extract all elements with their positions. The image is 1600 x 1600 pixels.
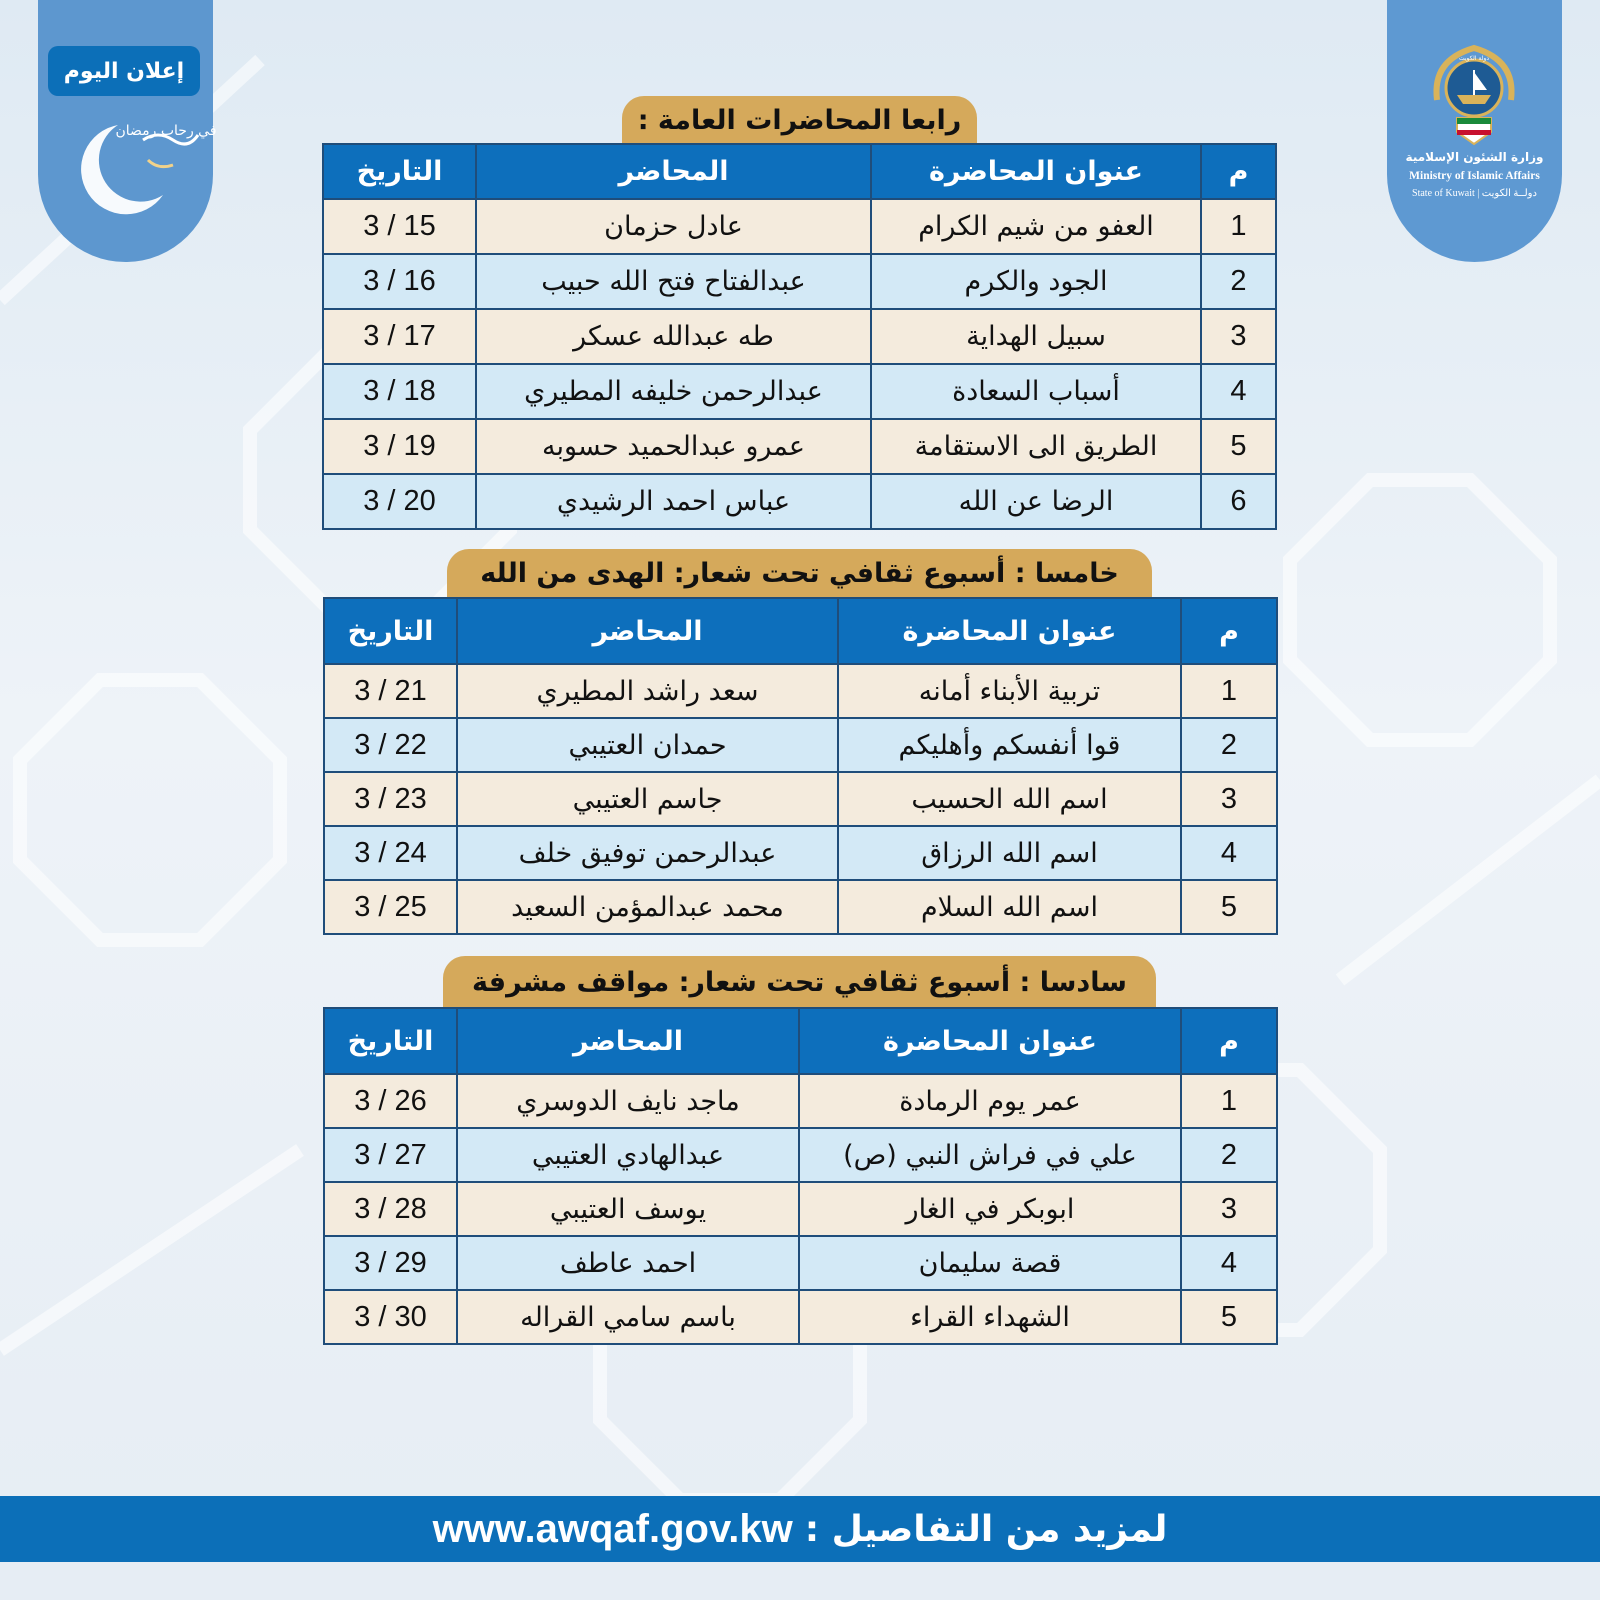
row-date: 3 / 16	[323, 254, 476, 309]
row-date: 3 / 15	[323, 199, 476, 254]
table-header-row	[323, 144, 1276, 199]
row-date: 3 / 24	[324, 826, 457, 880]
row-date: 3 / 23	[324, 772, 457, 826]
row-title: اسم الله الحسيب	[838, 772, 1181, 826]
ministry-badge	[1387, 0, 1562, 262]
table-row	[324, 1236, 1277, 1290]
row-lecturer: ماجد نايف الدوسري	[457, 1074, 799, 1128]
row-title: الجود والكرم	[871, 254, 1201, 309]
table-row	[323, 364, 1276, 419]
section-title-cultural-week-1: خامسا : أسبوع ثقافي تحت شعار: الهدى من الله	[447, 549, 1152, 597]
table-row	[323, 474, 1276, 529]
ministry-name-en: Ministry of Islamic Affairs	[1409, 170, 1540, 182]
row-lecturer: عبدالفتاح فتح الله حبيب	[476, 254, 871, 309]
row-title: ابوبكر في الغار	[799, 1182, 1181, 1236]
row-title: العفو من شيم الكرام	[871, 199, 1201, 254]
col-header-num: م	[1181, 598, 1277, 664]
col-header-title: عنوان المحاضرة	[838, 598, 1181, 664]
row-title: تربية الأبناء أمانه	[838, 664, 1181, 718]
row-title: أسباب السعادة	[871, 364, 1201, 419]
row-num: 3	[1201, 309, 1276, 364]
row-date: 3 / 27	[324, 1128, 457, 1182]
row-lecturer: جاسم العتيبي	[457, 772, 838, 826]
row-date: 3 / 29	[324, 1236, 457, 1290]
table-header-row	[324, 598, 1277, 664]
footer-bar	[0, 1496, 1600, 1562]
row-num: 1	[1201, 199, 1276, 254]
table-row	[324, 1074, 1277, 1128]
ministry-name-ar: وزارة الشئون الإسلامية	[1405, 150, 1544, 164]
footer-label: لمزيد من التفاصيل :	[804, 1508, 1168, 1550]
row-lecturer: سعد راشد المطيري	[457, 664, 838, 718]
row-num: 2	[1181, 1128, 1277, 1182]
row-lecturer: حمدان العتيبي	[457, 718, 838, 772]
row-title: قوا أنفسكم وأهليكم	[838, 718, 1181, 772]
row-title: اسم الله السلام	[838, 880, 1181, 934]
row-num: 4	[1181, 826, 1277, 880]
row-num: 5	[1181, 880, 1277, 934]
row-title: الشهداء القراء	[799, 1290, 1181, 1344]
table-header-row	[324, 1008, 1277, 1074]
table-row	[324, 1290, 1277, 1344]
row-lecturer: عبدالهادي العتيبي	[457, 1128, 799, 1182]
state-name-ar: دولــة الكويت	[1481, 188, 1537, 199]
col-header-date: التاريخ	[323, 144, 476, 199]
website-link[interactable]: www.awqaf.gov.kw	[432, 1506, 793, 1551]
row-date: 3 / 25	[324, 880, 457, 934]
row-date: 3 / 22	[324, 718, 457, 772]
table-row	[323, 254, 1276, 309]
row-num: 3	[1181, 1182, 1277, 1236]
lectures-table-1	[322, 143, 1277, 530]
row-lecturer: محمد عبدالمؤمن السعيد	[457, 880, 838, 934]
table-row	[323, 199, 1276, 254]
row-date: 3 / 21	[324, 664, 457, 718]
announcement-pill: إعلان اليوم	[48, 46, 200, 96]
row-date: 3 / 19	[323, 419, 476, 474]
row-num: 2	[1201, 254, 1276, 309]
row-lecturer: باسم سامي القراله	[457, 1290, 799, 1344]
table-row	[323, 309, 1276, 364]
ramadan-badge	[38, 0, 217, 262]
row-title: الطريق الى الاستقامة	[871, 419, 1201, 474]
row-num: 3	[1181, 772, 1277, 826]
col-header-lecturer: المحاضر	[457, 598, 838, 664]
col-header-date: التاريخ	[324, 1008, 457, 1074]
table-row	[324, 772, 1277, 826]
row-date: 3 / 20	[323, 474, 476, 529]
row-title: اسم الله الرزاق	[838, 826, 1181, 880]
row-title: سبيل الهداية	[871, 309, 1201, 364]
col-header-lecturer: المحاضر	[457, 1008, 799, 1074]
state-line	[1387, 188, 1562, 199]
row-title: عمر يوم الرمادة	[799, 1074, 1181, 1128]
table-row	[324, 880, 1277, 934]
row-num: 4	[1201, 364, 1276, 419]
row-num: 2	[1181, 718, 1277, 772]
row-date: 3 / 17	[323, 309, 476, 364]
emblem-text: دولة الكويت	[1459, 55, 1489, 62]
lectures-table-3	[323, 1007, 1278, 1345]
row-date: 3 / 18	[323, 364, 476, 419]
state-divider: |	[1477, 188, 1482, 199]
state-name-en: State of Kuwait	[1412, 188, 1475, 199]
row-title: علي في فراش النبي (ص)	[799, 1128, 1181, 1182]
row-lecturer: عبدالرحمن خليفه المطيري	[476, 364, 871, 419]
row-date: 3 / 30	[324, 1290, 457, 1344]
table-row	[324, 1128, 1277, 1182]
row-num: 4	[1181, 1236, 1277, 1290]
row-title: قصة سليمان	[799, 1236, 1181, 1290]
table-row	[324, 664, 1277, 718]
row-lecturer: عبدالرحمن توفيق خلف	[457, 826, 838, 880]
col-header-date: التاريخ	[324, 598, 457, 664]
row-num: 5	[1201, 419, 1276, 474]
col-header-lecturer: المحاضر	[476, 144, 871, 199]
table-row	[323, 419, 1276, 474]
table-row	[324, 826, 1277, 880]
row-lecturer: احمد عاطف	[457, 1236, 799, 1290]
row-lecturer: يوسف العتيبي	[457, 1182, 799, 1236]
table-row	[324, 1182, 1277, 1236]
section-title-general-lectures: رابعا المحاضرات العامة :	[622, 96, 977, 144]
row-num: 5	[1181, 1290, 1277, 1344]
row-date: 3 / 28	[324, 1182, 457, 1236]
col-header-title: عنوان المحاضرة	[799, 1008, 1181, 1074]
section-title-cultural-week-2: سادسا : أسبوع ثقافي تحت شعار: مواقف مشرفة	[443, 956, 1156, 1008]
row-lecturer: طه عبدالله عسكر	[476, 309, 871, 364]
row-num: 1	[1181, 664, 1277, 718]
table-row	[324, 718, 1277, 772]
row-lecturer: عادل حزمان	[476, 199, 871, 254]
ramadan-crescent-icon	[48, 100, 217, 220]
row-date: 3 / 26	[324, 1074, 457, 1128]
row-lecturer: عباس احمد الرشيدي	[476, 474, 871, 529]
lectures-table-2	[323, 597, 1278, 935]
row-num: 6	[1201, 474, 1276, 529]
row-title: الرضا عن الله	[871, 474, 1201, 529]
kuwait-emblem-icon	[1427, 40, 1522, 150]
row-lecturer: عمرو عبدالحميد حسوبه	[476, 419, 871, 474]
col-header-num: م	[1201, 144, 1276, 199]
ramadan-logo-text: في رحاب رمضان	[115, 123, 217, 139]
col-header-num: م	[1181, 1008, 1277, 1074]
row-num: 1	[1181, 1074, 1277, 1128]
col-header-title: عنوان المحاضرة	[871, 144, 1201, 199]
